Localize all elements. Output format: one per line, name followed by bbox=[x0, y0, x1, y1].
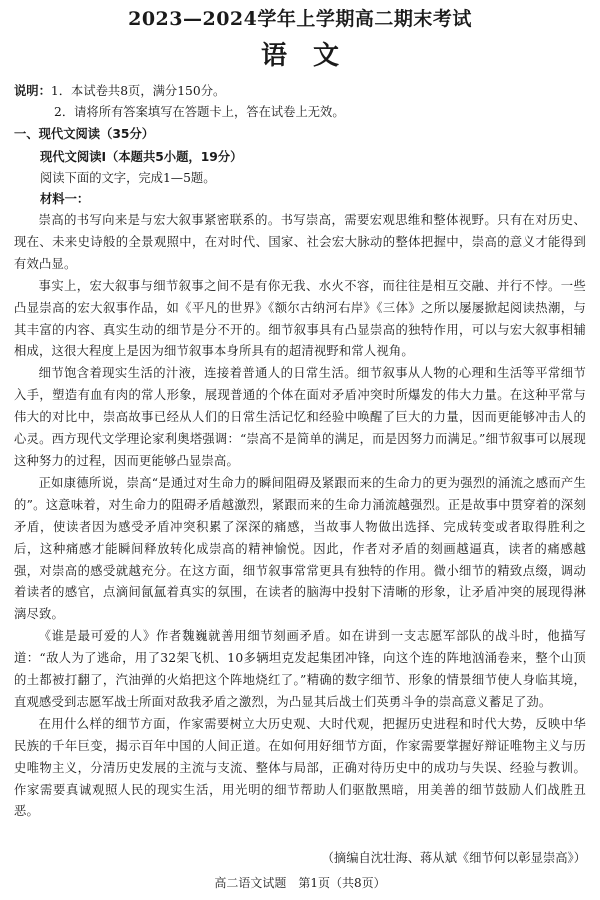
subject-title: 语文 bbox=[260, 41, 365, 71]
notes-line-1 bbox=[14, 81, 586, 102]
notes-text-2: 2．请将所有答案填写在答题卡上，答在试卷上无效。 bbox=[54, 105, 345, 119]
exam-title: 2023—2024学年上学期高二期末考试 bbox=[128, 8, 472, 30]
passage-paragraph: 崇高的书写向来是与宏大叙事紧密联系的。书写崇高，需要宏观思维和整体视野。只有在对历史、现在、未来史诗般的全景观照中，在对时代、国家、社会宏大脉动的整体把握中，崇高的意义才能得到有效凸显。 bbox=[14, 213, 586, 271]
reading-instruction: 阅读下面的文字，完成1—5题。 bbox=[40, 171, 216, 185]
notes-text-1: 1．本试卷共8页，满分150分。 bbox=[50, 84, 226, 98]
passage-source: （摘编自沈壮海、蒋从斌《细节何以彰显崇高》） bbox=[321, 851, 586, 865]
passage-paragraph: 正如康德所说，崇高“是通过对生命力的瞬间阻碍及紧跟而来的生命力的更为强烈的涌流之感而产生的”。这意味着，对生命力的阻碍矛盾越激烈，紧跟而来的生命力涌流越强烈。正是故事中贯穿着的深刻矛盾，使读者因为感受矛盾冲突积累了深深的痛感，当故事人物做出选择、完成转变或者取得胜利之后，这种痛感才能瞬间释放转化成崇高的精神愉悦。因此，作者对矛盾的刻画越逼真，读者的痛感越强，对崇高的感受就越充分。在这方面，细节叙事常常更具有独特的作用。微小细节的精致点缀，调动着读者的感官，点滴间氤氲着真实的氛围，在读者的脑海中投射下清晰的形象，让矛盾冲突的展现得淋漓尽致。 bbox=[14, 475, 586, 622]
exam-notes bbox=[14, 81, 586, 123]
passage-paragraph: 细节饱含着现实生活的汁液，连接着普通人的日常生活。细节叙事从人物的心理和生活等平常细节入手，塑造有血有肉的常人形象，展现普通的个体在面对矛盾冲突时所爆发的伟大力量。在这种平常与伟大的对比中，崇高故事已经从人们的日常生活记忆和经验中唤醒了巨大的力量，因而更能够冲击人的心灵。西方现代文学理论家利奥塔强调：“崇高不是简单的满足，而是因努力而满足。”细节叙事可以展现这种努力的过程，因而更能够凸显崇高。 bbox=[14, 366, 586, 468]
page-footer: 高二语文试题 第1页（共8页） bbox=[214, 876, 386, 890]
section-title: 一、现代文阅读（35分） bbox=[14, 127, 155, 141]
notes-label: 说明： bbox=[14, 84, 51, 98]
passage-paragraph: 在用什么样的细节方面，作家需要树立大历史观、大时代观，把握历史进程和时代大势，反映中华民族的千年巨变，揭示百年中国的人间正道。在如何用好细节方面，作家需要掌握好辩证唯物主义与历史唯物主义，分清历史发展的主流与支流、整体与局部，正确对待历史中的成功与失误、经验与教训。作家需要真诚观照人民的现实生活，用光明的细节帮助人们驱散黑暗，用美善的细节鼓励人们战胜丑恶。 bbox=[14, 716, 586, 819]
subsection-title: 现代文阅读Ⅰ（本题共5小题，19分） bbox=[40, 150, 243, 164]
passage-paragraph: 《谁是最可爱的人》作者魏巍就善用细节刻画矛盾。如在讲到一支志愿军部队的战斗时，他描写道：“敌人为了逃命，用了32架飞机、10多辆坦克发起集团冲锋，向这个连的阵地汹涌卷来，整个山顶的土都被打翻了，汽油弹的火焰把这个阵地烧红了。”精确的数字细节、形象的情景细节使人身临其境，直观感受到志愿军战士所面对敌我矛盾之激烈，为凸显其后战士们英勇斗争的崇高意义蓄足了劲。 bbox=[14, 629, 586, 709]
passage-body bbox=[14, 210, 586, 823]
material-label: 材料一： bbox=[40, 192, 90, 206]
passage-paragraph: 事实上，宏大叙事与细节叙事之间不是有你无我、水火不容，而往往是相互交融、并行不悖。一些凸显崇高的宏大叙事作品，如《平凡的世界》《额尔古纳河右岸》《三体》之所以屡屡掀起阅读热潮，与其丰富的内容、真实生动的细节是分不开的。细节叙事具有凸显崇高的独特作用，可以与宏大叙事相辅相成，这很大程度上是因为细节叙事本身所具有的超清视野和常人视角。 bbox=[14, 278, 586, 359]
